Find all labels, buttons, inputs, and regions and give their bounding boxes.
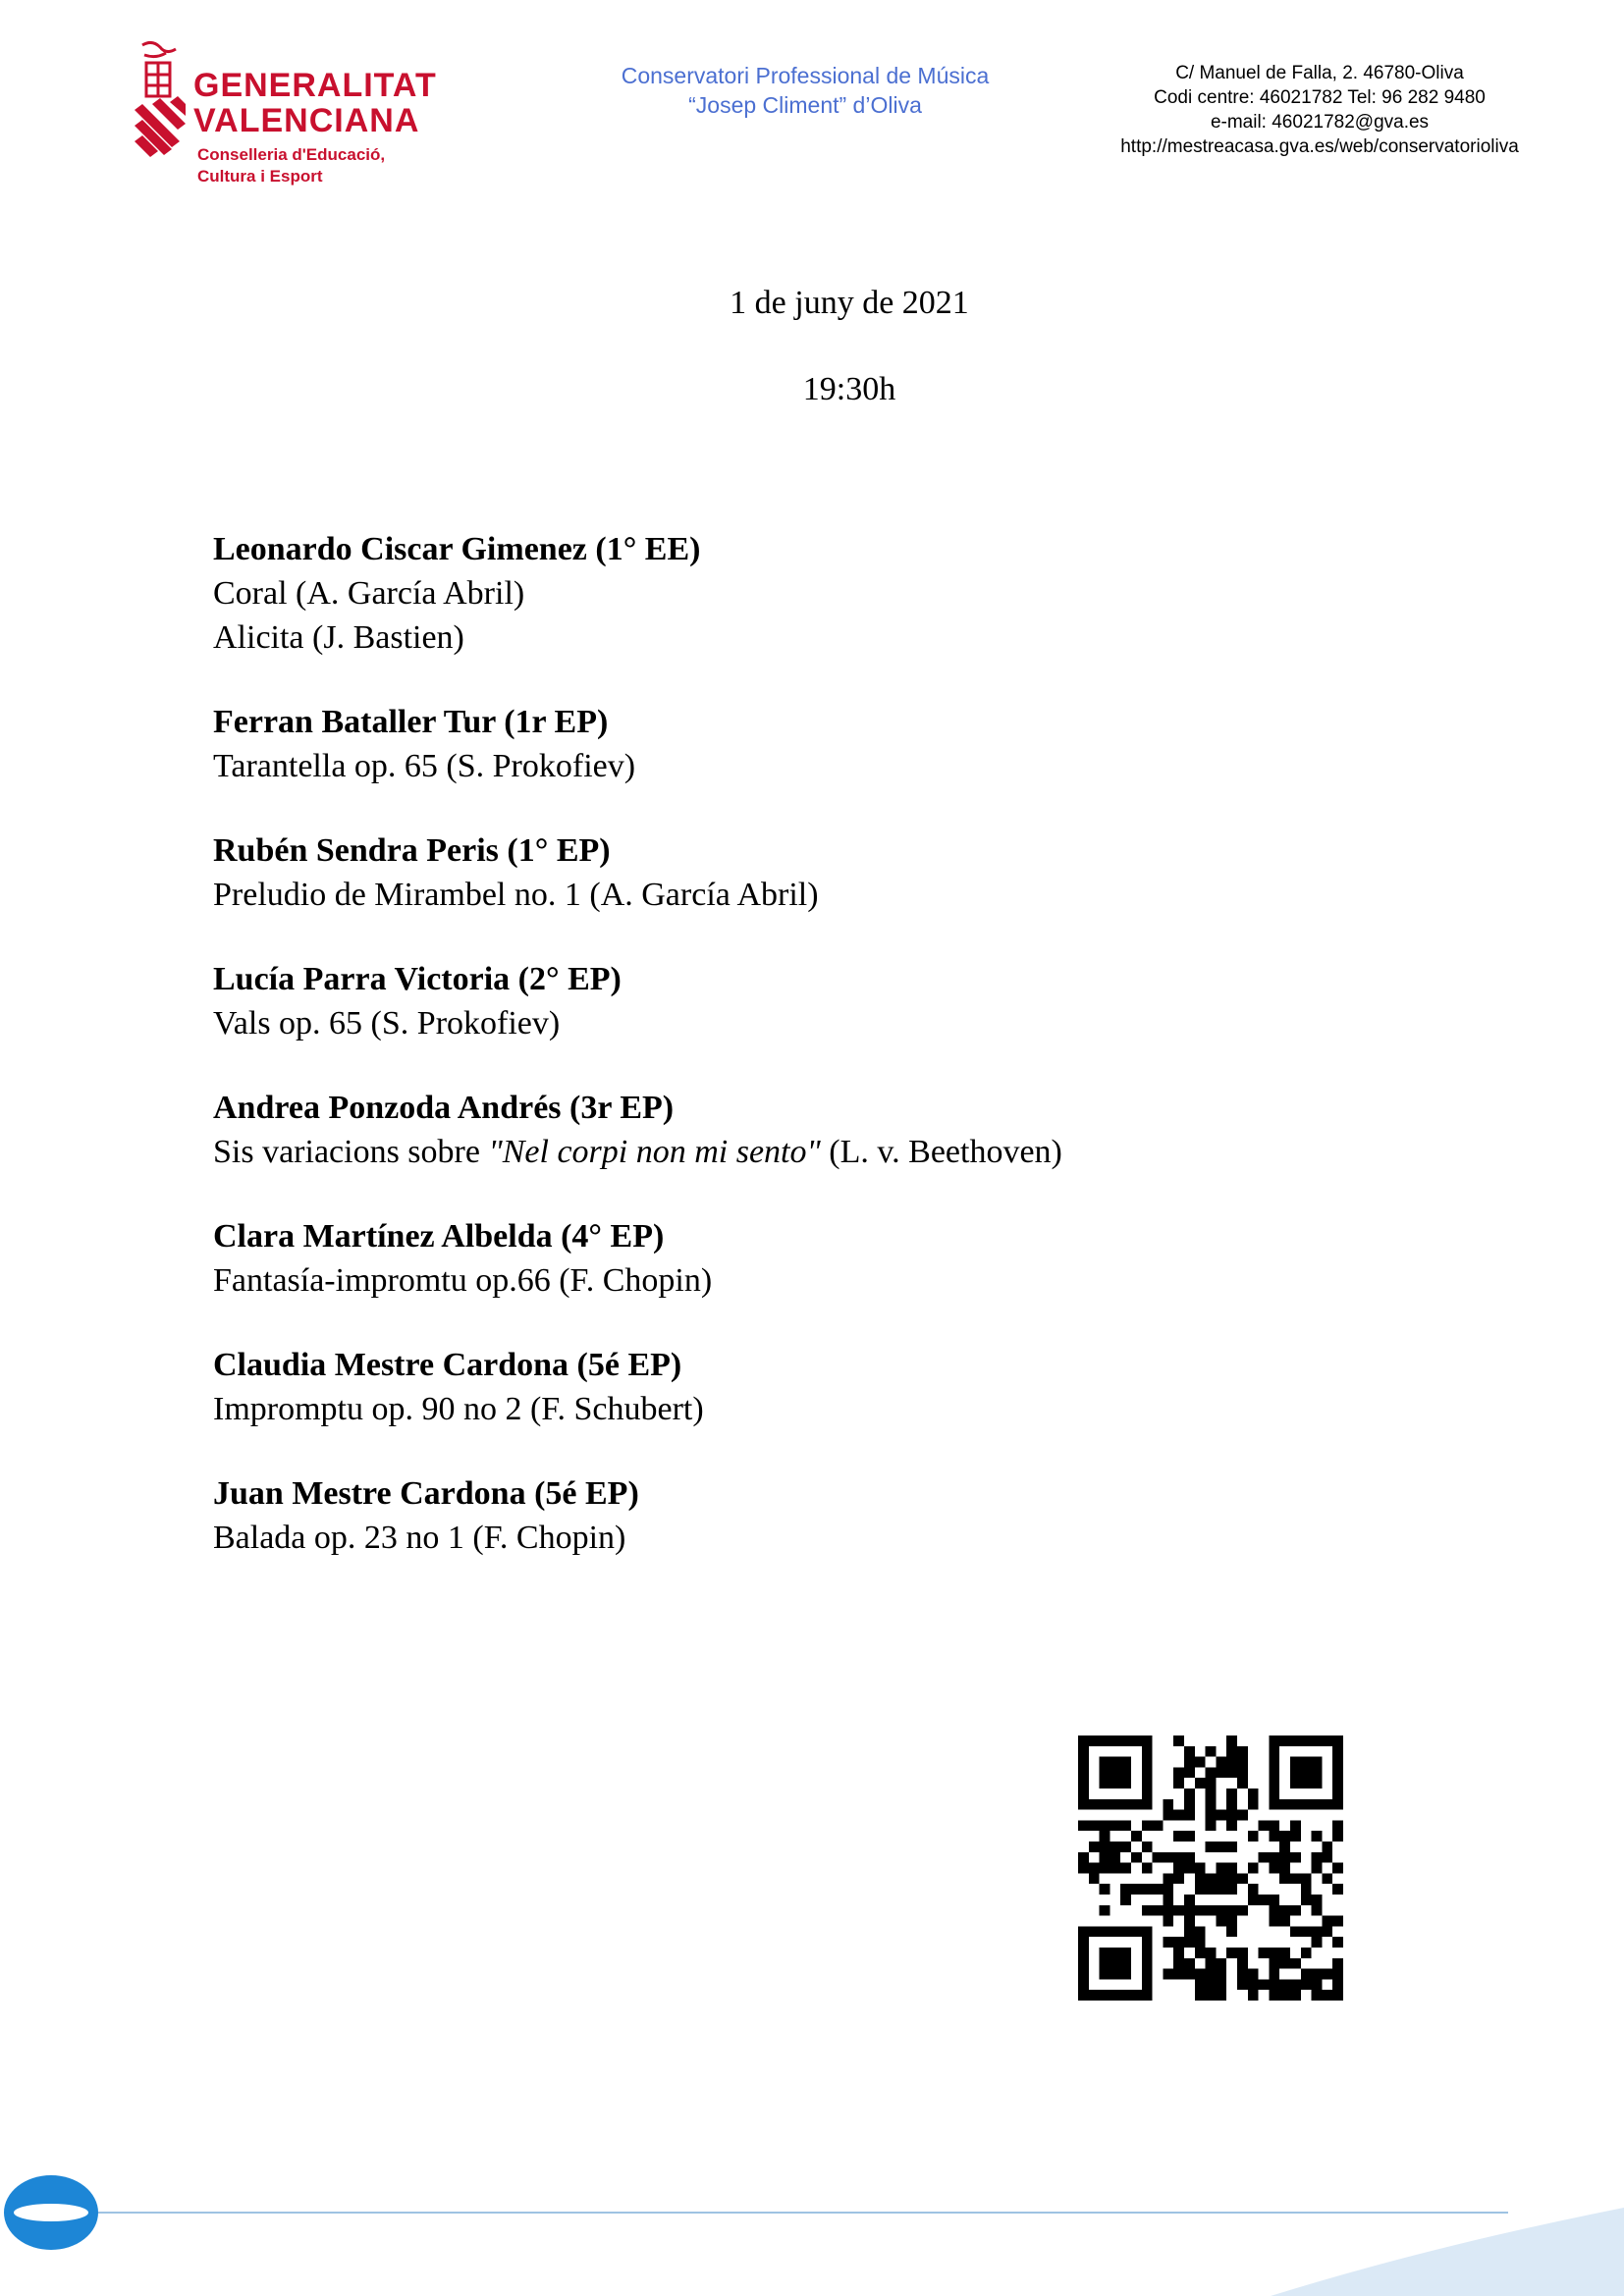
performer-name: Claudia Mestre Cardona (5é EP) [213,1347,682,1383]
school-name [550,61,1060,120]
coat-of-arms-icon [133,39,188,167]
qr-code-icon [1078,1735,1343,2001]
piece-title: Tarantella op. 65 (S. Prokofiev) [213,748,636,784]
piece-title: Coral (A. García Abril) [213,575,525,612]
program-item [213,528,1440,660]
program-item [213,1087,1440,1174]
contact-email: e-mail: 46021782@gva.es [1210,112,1430,133]
contact-address: C/ Manuel de Falla, 2. 46780-Oliva [1175,63,1464,83]
logo-line-cultura: Cultura i Esport [197,167,323,186]
program-item [213,829,1440,917]
contact-codes: Codi centre: 46021782 Tel: 96 282 9480 [1154,87,1486,108]
contact-web: http://mestreacasa.gva.es/web/conservatorioliva [1120,136,1519,157]
oval-logo-icon [0,2169,108,2258]
piece-title: Preludio de Mirambel no. 1 (A. García Abril) [213,877,819,913]
footer-wave [1271,2208,1624,2296]
concert-time: 19:30h [802,371,896,407]
performer-name: Leonardo Ciscar Gimenez (1° EE) [213,531,701,567]
program-item [213,1344,1440,1431]
piece-title: Vals op. 65 (S. Prokofiev) [213,1005,561,1041]
piece-title: Alicita (J. Bastien) [213,619,464,656]
concert-date: 1 de juny de 2021 [730,285,969,321]
piece-title: Fantasía-impromtu op.66 (F. Chopin) [213,1262,713,1299]
performer-name: Lucía Parra Victoria (2° EP) [213,961,622,997]
performer-name: Andrea Ponzoda Andrés (3r EP) [213,1090,675,1126]
performer-name: Rubén Sendra Peris (1° EP) [213,832,611,869]
school-name-line2: “Josep Climent” d’Oliva [688,92,922,118]
school-name-line1: Conservatori Professional de Música [621,63,990,88]
program-list [213,528,1440,1601]
piece-composer: (L. v. Beethoven) [820,1134,1062,1170]
performer-name: Ferran Bataller Tur (1r EP) [213,704,609,740]
piece-title [213,1130,1440,1174]
piece-title-italic: "Nel corpi non mi sento" [488,1134,821,1170]
performer-name: Clara Martínez Albelda (4° EP) [213,1218,665,1255]
contact-block [1064,61,1575,159]
program-item [213,1215,1440,1303]
logo-line-valenciana: VALENCIANA [193,102,420,139]
program-item [213,958,1440,1045]
logo-line-generalitat: GENERALITAT [193,67,437,104]
piece-title-text: Sis variacions sobre [213,1134,489,1170]
program-item [213,1472,1440,1560]
logo-line-conselleria: Conselleria d'Educació, [197,145,386,164]
program-item [213,701,1440,788]
generalitat-logo [133,39,447,187]
piece-title: Balada op. 23 no 1 (F. Chopin) [213,1520,626,1556]
performer-name: Juan Mestre Cardona (5é EP) [213,1475,639,1512]
piece-title: Impromptu op. 90 no 2 (F. Schubert) [213,1391,704,1427]
